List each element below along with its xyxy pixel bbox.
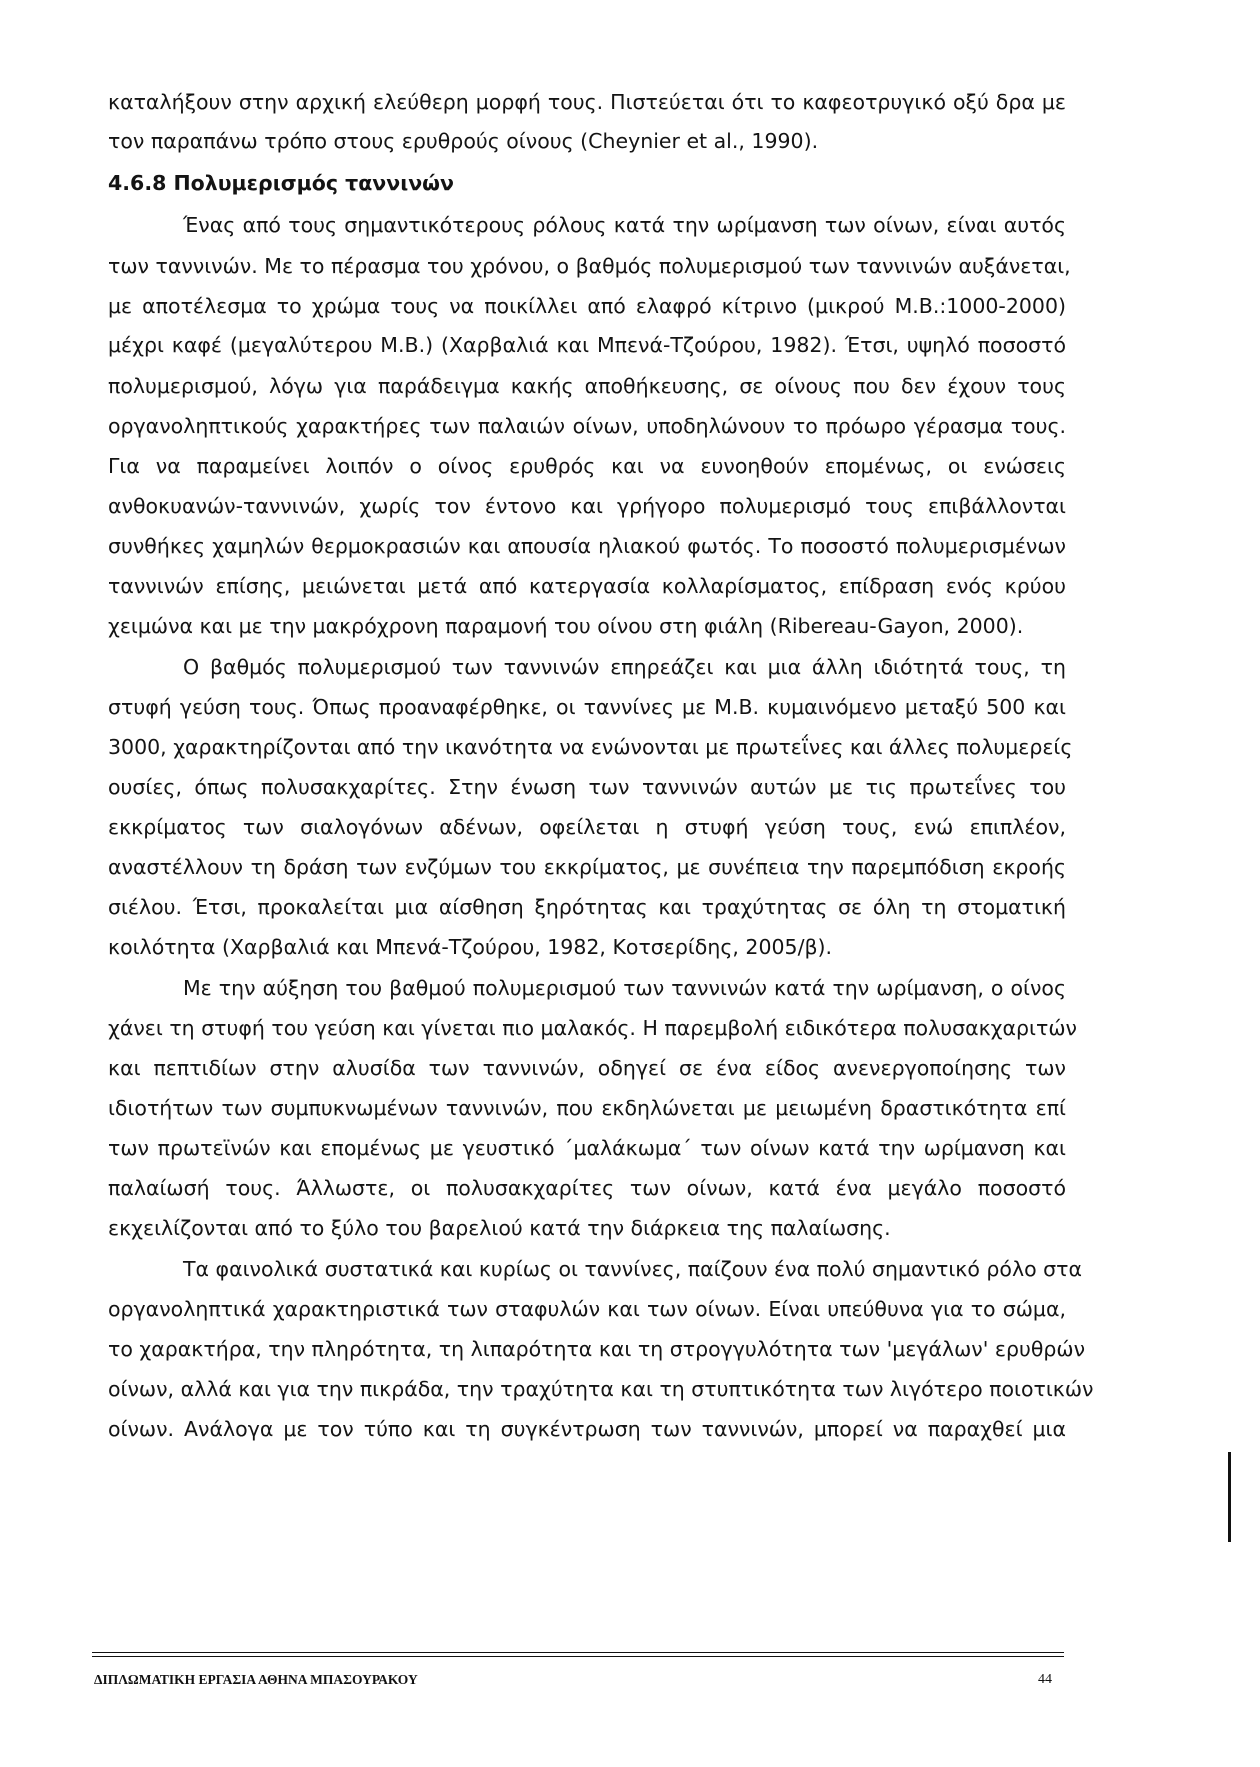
text-line: καταλήξουν στην αρχική ελεύθερη μορφή τους. Πιστεύεται ότι το καφεοτρυγικό οξύ δρα με <box>108 90 1066 114</box>
text-line: εκχειλίζονται από το ξύλο του βαρελιού κατά την διάρκεια της παλαίωσης. <box>108 1216 891 1240</box>
text-line: Ο βαθμός πολυμερισμού των ταννινών επηρεάζει και μια άλλη ιδιότητά τους, τη <box>183 655 1066 679</box>
text-line: οργανοληπτικά χαρακτηριστικά των σταφυλών και των οίνων. Είναι υπεύθυνα για το σώμα, <box>108 1297 1066 1321</box>
text-line: οίνων, αλλά και για την πικράδα, την τραχύτητα και τη στυπτικότητα των λιγότερο ποιοτικών <box>108 1377 1094 1401</box>
text-line: ουσίες, όπως πολυσακχαρίτες. Στην ένωση των ταννινών αυτών με τις πρωτεΐνες του <box>108 775 1066 799</box>
text-line: Τα φαινολικά συστατικά και κυρίως οι ταννίνες, παίζουν ένα πολύ σημαντικό ρόλο στα <box>183 1257 1083 1281</box>
footer-text: ΔΙΠΛΩΜΑΤΙΚΗ ΕΡΓΑΣΙΑ ΑΘΗΝΑ ΜΠΑΣΟΥΡΑΚΟΥ <box>94 1672 418 1687</box>
text-line: το χαρακτήρα, την πληρότητα, τη λιπαρότητα και τη στρογγυλότητα των 'μεγάλων' ερυθρών <box>108 1337 1086 1361</box>
page-number: 44 <box>1038 1672 1052 1687</box>
text-line: οίνων. Ανάλογα με τον τύπο και τη συγκέντρωση των ταννινών, μπορεί να παραχθεί μια <box>108 1417 1066 1441</box>
text-line: Με την αύξηση του βαθμού πολυμερισμού των ταννινών κατά την ωρίμανση, ο οίνος <box>183 976 1066 1000</box>
text-line: με αποτέλεσμα το χρώμα τους να ποικίλλει από ελαφρό κίτρινο (μικρού Μ.Β.:1000-2000) <box>108 294 1066 318</box>
text-line: ταννινών επίσης, μειώνεται μετά από κατεργασία κολλαρίσματος, επίδραση ενός κρύου <box>108 574 1066 598</box>
text-line: συνθήκες χαμηλών θερμοκρασιών και απουσία ηλιακού φωτός. Το ποσοστό πολυμερισμένων <box>108 534 1066 558</box>
text-line: Ένας από τους σημαντικότερους ρόλους κατά την ωρίμανση των οίνων, είναι αυτός <box>183 213 1066 237</box>
text-line: χάνει τη στυφή του γεύση και γίνεται πιο μαλακός. Η παρεμβολή ειδικότερα πολυσακχαριτών <box>108 1016 1077 1040</box>
text-line: οργανοληπτικούς χαρακτήρες των παλαιών οίνων, υποδηλώνουν το πρόωρο γέρασμα τους. <box>108 414 1066 438</box>
text-line: ιδιοτήτων των συμπυκνωμένων ταννινών, που εκδηλώνεται με μειωμένη δραστικότητα επί <box>108 1096 1066 1120</box>
text-line: 3000, χαρακτηρίζονται από την ικανότητα να ενώνονται με πρωτεΐνες και άλλες πολυμερείς <box>108 735 1073 759</box>
text-line: αναστέλλουν τη δράση των ενζύμων του εκκρίματος, με συνέπεια την παρεμπόδιση εκροής <box>108 855 1066 879</box>
margin-mark <box>1228 1452 1231 1542</box>
footer-rule <box>92 1656 1064 1657</box>
text-line: των ταννινών. Με το πέρασμα του χρόνου, ο βαθμός πολυμερισμού των ταννινών αυξάνεται, <box>108 254 1071 278</box>
text-line: τον παραπάνω τρόπο στους ερυθρούς οίνους (Cheynier et al., 1990). <box>108 129 819 153</box>
text-line: των πρωτεϊνών και επομένως με γευστικό ΄μαλάκωμα΄ των οίνων κατά την ωρίμανση και <box>108 1136 1066 1160</box>
footer-rule <box>92 1652 1064 1653</box>
text-line: πολυμερισμού, λόγω για παράδειγμα κακής αποθήκευσης, σε οίνους που δεν έχουν τους <box>108 374 1066 398</box>
text-line: Για να παραμείνει λοιπόν ο οίνος ερυθρός και να ευνοηθούν επομένως, οι ενώσεις <box>108 454 1066 478</box>
section-heading: 4.6.8 Πολυμερισμός ταννινών <box>108 171 454 195</box>
text-line: κοιλότητα (Χαρβαλιά και Μπενά-Τζούρου, 1982, Κοτσερίδης, 2005/β). <box>108 935 833 959</box>
text-line: και πεπτιδίων στην αλυσίδα των ταννινών, οδηγεί σε ένα είδος ανενεργοποίησης των <box>108 1056 1066 1080</box>
text-line: χειμώνα και με την μακρόχρονη παραμονή του οίνου στη φιάλη (Ribereau-Gayon, 2000). <box>108 614 1024 638</box>
text-line: ανθοκυανών-ταννινών, χωρίς τον έντονο και γρήγορο πολυμερισμό τους επιβάλλονται <box>108 494 1066 518</box>
text-line: στυφή γεύση τους. Όπως προαναφέρθηκε, οι ταννίνες με Μ.Β. κυμαινόμενο μεταξύ 500 και <box>108 695 1066 719</box>
text-line: σιέλου. Έτσι, προκαλείται μια αίσθηση ξηρότητας και τραχύτητας σε όλη τη στοματική <box>108 895 1066 919</box>
text-line: παλαίωσή τους. Άλλωστε, οι πολυσακχαρίτες των οίνων, κατά ένα μεγάλο ποσοστό <box>108 1176 1066 1200</box>
text-line: εκκρίματος των σιαλογόνων αδένων, οφείλεται η στυφή γεύση τους, ενώ επιπλέον, <box>108 815 1066 839</box>
text-line: μέχρι καφέ (μεγαλύτερου Μ.Β.) (Χαρβαλιά και Μπενά-Τζούρου, 1982). Έτσι, υψηλό ποσοστό <box>108 333 1066 357</box>
